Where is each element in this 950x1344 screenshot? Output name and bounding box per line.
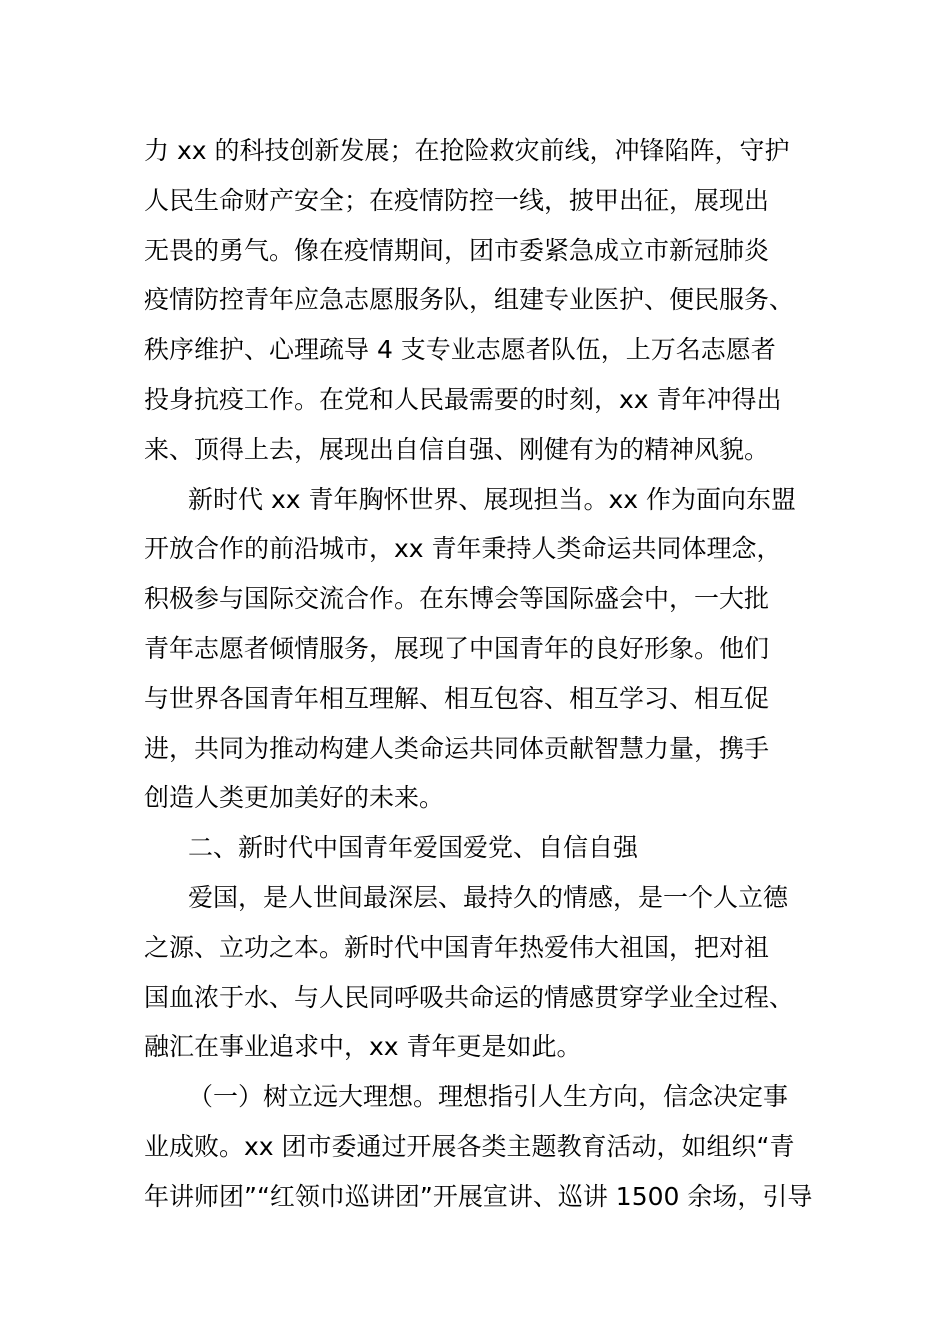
text-line: 积极参与国际交流合作。在东博会等国际盛会中，一大批: [144, 584, 770, 614]
section-heading: [144, 823, 808, 873]
text-line: 年讲师团”“红领巾巡讲团”开展宣讲、巡讲 1500 余场，引导: [144, 1181, 813, 1211]
text-line: 疫情防控青年应急志愿服务队，组建专业医护、便民服务、: [144, 285, 795, 315]
text-line: 投身抗疫工作。在党和人民最需要的时刻，xx 青年冲得出: [144, 384, 782, 414]
text-line: 开放合作的前沿城市，xx 青年秉持人类命运共同体理念，: [144, 534, 782, 564]
text-line: 国血浓于水、与人民同呼吸共命运的情感贯穿学业全过程、: [144, 982, 795, 1012]
text-line: 新时代 xx 青年胸怀世界、展现担当。xx 作为面向东盟: [188, 484, 797, 514]
text-line: 来、顶得上去，展现出自信自强、刚健有为的精神风貌。: [144, 434, 770, 464]
text-line: （一）树立远大理想。理想指引人生方向，信念决定事: [188, 1082, 789, 1112]
paragraph-3: [144, 873, 808, 1072]
text-line: 力 xx 的科技创新发展；在抢险救灾前线，冲锋陷阵，守护: [144, 136, 790, 165]
text-line: 业成败。xx 团市委通过开展各类主题教育活动，如组织“青: [144, 1131, 795, 1161]
heading-line: 二、新时代中国青年爱国爱党、自信自强: [188, 833, 639, 863]
text-line: 进，共同为推动构建人类命运共同体贡献智慧力量，携手: [144, 733, 770, 763]
paragraph-1: [144, 126, 808, 475]
text-line: 融汇在事业追求中，xx 青年更是如此。: [144, 1032, 582, 1062]
text-line: 与世界各国青年相互理解、相互包容、相互学习、相互促: [144, 683, 770, 713]
text-line: 秩序维护、心理疏导 4 支专业志愿者队伍，上万名志愿者: [144, 335, 776, 365]
text-line: 无畏的勇气。像在疫情期间，团市委紧急成立市新冠肺炎: [144, 235, 770, 265]
text-line: 爱国，是人世间最深层、最持久的情感，是一个人立德: [188, 882, 789, 912]
paragraph-4: [144, 1072, 813, 1221]
paragraph-2: [144, 475, 808, 824]
document-body: [144, 126, 813, 1222]
text-line: 之源、立功之本。新时代中国青年热爱伟大祖国，把对祖: [144, 932, 770, 962]
text-line: 人民生命财产安全；在疫情防控一线，披甲出征，展现出: [144, 185, 770, 215]
text-line: 创造人类更加美好的未来。: [144, 783, 445, 813]
text-line: 青年志愿者倾情服务，展现了中国青年的良好形象。他们: [144, 633, 770, 663]
